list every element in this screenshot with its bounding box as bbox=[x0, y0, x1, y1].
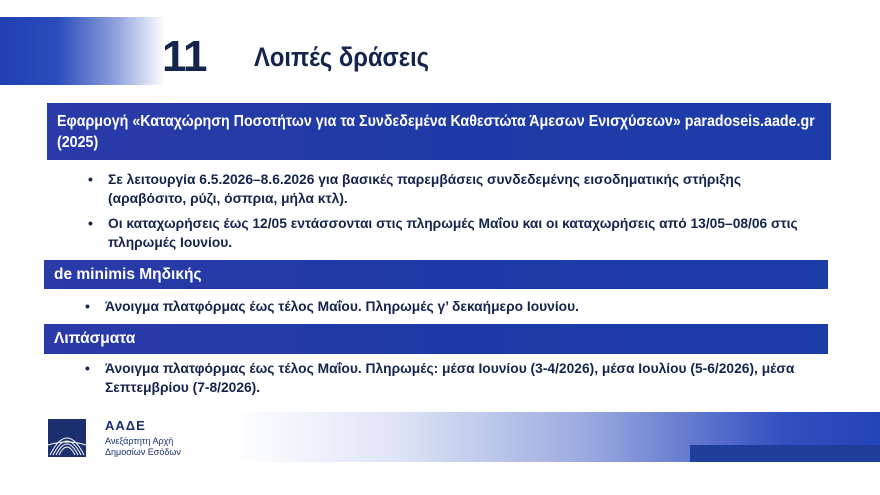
bullet-list-deminimis bbox=[85, 297, 825, 322]
footer-strip-decoration bbox=[690, 445, 880, 462]
logo-subtitle-line: Ανεξάρτητη Αρχή bbox=[105, 436, 174, 446]
bullet-list-quantities bbox=[88, 170, 816, 258]
logo-subtitle-line: Δημοσίων Εσόδων bbox=[105, 447, 181, 457]
section-heading-line: Εφαρμογή «Καταχώρηση Ποσοτήτων για τα Συνδεδεμένα Καθεστώτα Άμεσων Ενισχύσεων» paradoseis.aade.gr bbox=[57, 113, 815, 130]
slide-number: 11 bbox=[162, 32, 207, 81]
logo-name: ΑΑΔΕ bbox=[105, 418, 146, 433]
section-heading-bar-quantities bbox=[47, 103, 831, 160]
bullet-icon: • bbox=[88, 171, 93, 187]
section-heading: de minimis Μηδικής bbox=[54, 266, 202, 283]
bullet-icon: • bbox=[85, 298, 90, 314]
bullet-list-fertilizers bbox=[85, 359, 825, 403]
section-heading-line: (2025) bbox=[57, 134, 99, 151]
section-heading: Λιπάσματα bbox=[54, 330, 136, 347]
section-heading-bar-fertilizers bbox=[44, 324, 828, 354]
list-item-text: Σε λειτουργία 6.5.2026–8.6.2026 για βασικές παρεμβάσεις συνδεδεμένης εισοδηματικής στήριξης (αραβόσιτο, ρύζι, όσπρια, μήλα κτλ). bbox=[108, 172, 742, 206]
list-item bbox=[88, 170, 816, 208]
bullet-icon: • bbox=[88, 215, 93, 231]
aade-logo-icon bbox=[48, 419, 86, 457]
list-item-text: Άνοιγμα πλατφόρμας έως τέλος Μαΐου. Πληρωμές: μέσα Ιουνίου (3-4/2026), μέσα Ιουλίου (5-6/2026), μέσα Σεπτεμβρίου (7-8/2026). bbox=[105, 361, 795, 395]
list-item bbox=[85, 359, 825, 397]
slide-title: Λοιπές δράσεις bbox=[254, 42, 430, 72]
list-item bbox=[88, 214, 816, 252]
bullet-icon: • bbox=[85, 360, 90, 376]
list-item-text: Οι καταχωρήσεις έως 12/05 εντάσσονται στις πληρωμές Μαΐου και οι καταχωρήσεις από 13/05–08/06 στις πληρωμές Ιουνίου. bbox=[108, 216, 798, 250]
list-item-text: Άνοιγμα πλατφόρμας έως τέλος Μαΐου. Πληρωμές γ’ δεκαήμερο Ιουνίου. bbox=[105, 299, 579, 314]
list-item bbox=[85, 297, 825, 316]
header-gradient-decoration bbox=[0, 17, 165, 85]
section-heading-bar-deminimis bbox=[44, 260, 828, 289]
logo-subtitle bbox=[105, 436, 181, 458]
